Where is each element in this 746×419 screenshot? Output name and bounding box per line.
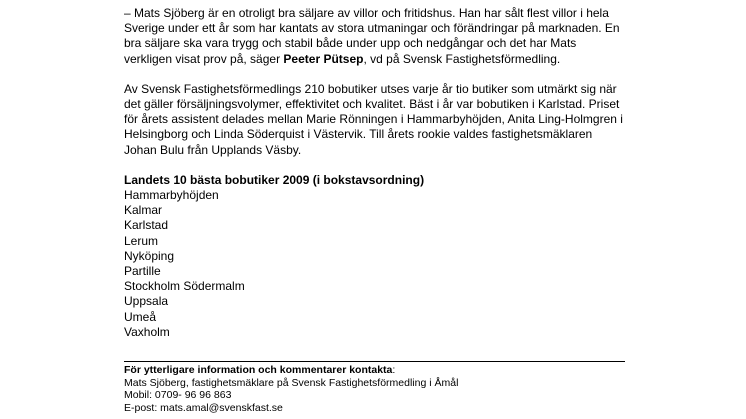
intro-quote-text: – Mats Sjöberg är en otroligt bra säljare av villor och fritidshus. Han har sålt flest villor i hela Sverige under ett år som har kantats av stora utmaningar och förändringar på marknaden. En bra säljare ska vara trygg och stabil både under upp och nedgångar och det har Mats verkligen visat prov på, säger: [124, 6, 620, 66]
contact-person: Mats Sjöberg, fastighetsmäklare på Svensk Fastighetsförmedling i Åmål: [124, 376, 459, 389]
top-shops-list: [124, 188, 624, 340]
list-item: Umeå: [124, 309, 157, 324]
list-item: Nyköping: [124, 248, 175, 263]
contact-email: E-post: mats.amal@svenskfast.se: [124, 401, 283, 414]
top-shops-title: Landets 10 bästa bobutiker 2009 (i bokstavsordning): [124, 172, 425, 187]
list-item: Partille: [124, 264, 161, 279]
contact-heading-line: [124, 364, 624, 377]
list-item: Uppsala: [124, 294, 169, 309]
list-item: Vaxholm: [124, 324, 170, 339]
section-divider: [124, 361, 625, 362]
speaker-name: Peeter Pütsep: [283, 51, 364, 66]
list-item: Karlstad: [124, 218, 169, 233]
intro-paragraph: [124, 6, 624, 67]
contact-block: [124, 364, 624, 414]
list-item: Lerum: [124, 233, 159, 248]
list-item: Kalmar: [124, 203, 163, 218]
contact-mobile: Mobil: 0709- 96 96 863: [124, 389, 232, 402]
article-body: [124, 6, 624, 340]
awards-paragraph: Av Svensk Fastighetsförmedlings 210 bobutiker utses varje år tio butiker som utmärkt sig när det gäller försäljningsvolymer, effektivitet och kvalitet. Bäst i år var bobutiken i Karlstad. Priset för årets assistent delades mellan Marie Rönningen i Hammarbyhöjden, Anita Ling-Holmgren i Helsingborg och Linda Söderquist i Västervik. Till årets rookie valdes fastighetsmäklaren Johan Bulu från Upplands Väsby.: [124, 81, 623, 157]
list-item: Stockholm Södermalm: [124, 279, 245, 294]
list-item: Hammarbyhöjden: [124, 188, 219, 203]
contact-heading: För ytterligare information och kommentarer kontakta: [124, 364, 393, 376]
speaker-title: , vd på Svensk Fastighetsförmedling.: [363, 51, 561, 66]
contact-heading-colon: :: [392, 364, 396, 376]
